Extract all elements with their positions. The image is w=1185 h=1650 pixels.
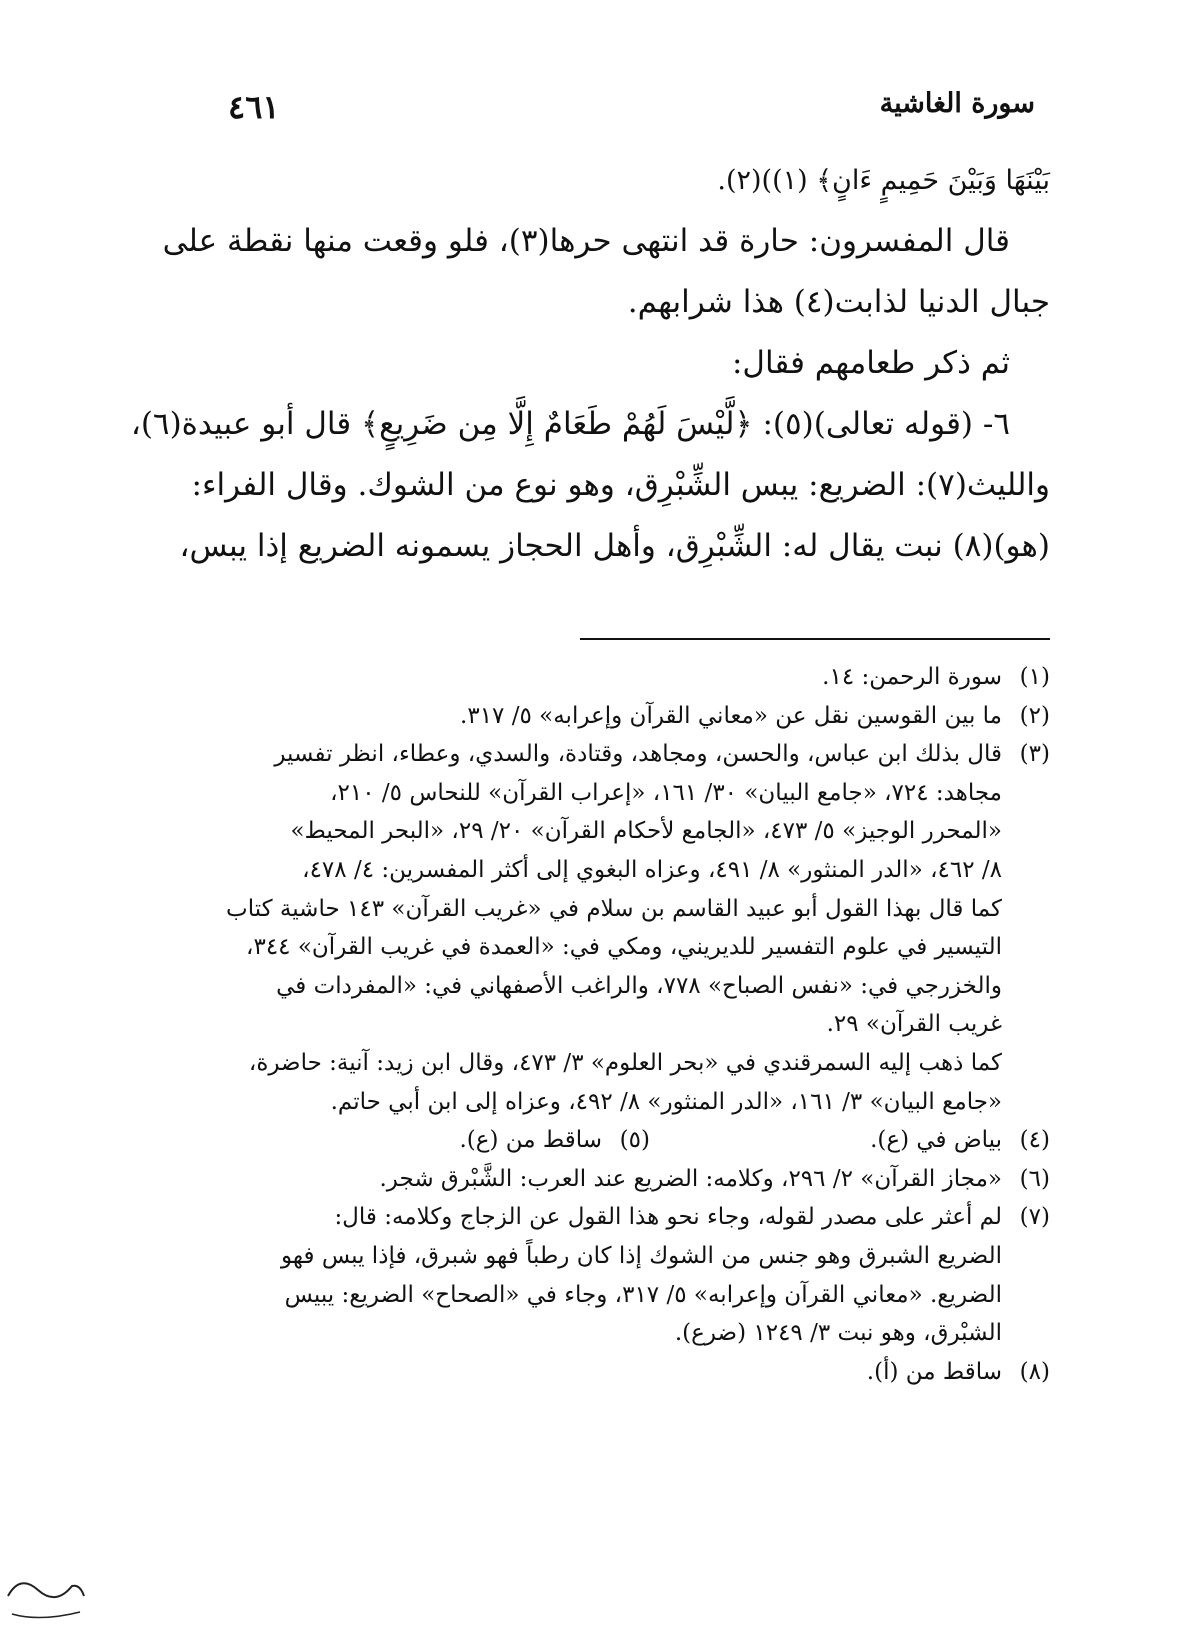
footnote-continuation: التيسير في علوم التفسير للديريني، ومكي في: «العمدة في غريب القرآن» ٣٤٤، bbox=[246, 934, 1002, 961]
footnote-text: سورة الرحمن: ١٤. bbox=[822, 664, 1002, 690]
footnote-separator bbox=[580, 638, 1050, 640]
watermark-logo bbox=[0, 1556, 90, 1636]
footnote-text: «مجاز القرآن» ٢/ ٢٩٦، وكلامه: الضريع عند العرب: الشَّبْرق شجر. bbox=[379, 1165, 1002, 1192]
footnote-number: (٢) bbox=[1019, 702, 1050, 729]
footnote-8 bbox=[130, 1353, 1050, 1392]
footnote-text: بياض في (ع). bbox=[870, 1127, 1002, 1154]
footnote-continuation: كما قال بهذا القول أبو عبيد القاسم بن سلام في «غريب القرآن» ١٤٣ حاشية كتاب bbox=[226, 895, 1002, 922]
footnote-pair-4-5 bbox=[130, 1121, 1050, 1160]
footnote-number: (٤) bbox=[1019, 1127, 1050, 1154]
footnote-continuation: ٨/ ٤٦٢، «الدر المنثور» ٨/ ٤٩١، وعزاه البغوي إلى أكثر المفسرين: ٤/ ٤٧٨، bbox=[302, 856, 1002, 883]
footnote-2 bbox=[130, 697, 1050, 736]
footnotes bbox=[130, 658, 1050, 1391]
body-line: (هو)(٨) نبت يقال له: الشِّبْرِق، وأهل الحجاز يسمونه الضريع إذا يبس، bbox=[179, 528, 1050, 564]
footnote-continuation: كما ذهب إليه السمرقندي في «بحر العلوم» ٣/ ٤٧٣، وقال ابن زيد: آنية: حاضرة، bbox=[248, 1049, 1002, 1076]
footnote-4 bbox=[650, 1121, 1050, 1160]
footnote-number: (٧) bbox=[1019, 1204, 1050, 1231]
footnote-continuation: والخزرجي في: «نفس الصباح» ٧٧٨، والراغب الأصفهاني في: «المفردات في bbox=[276, 972, 1002, 999]
body-line: ٦- (قوله تعالى)(٥): ﴿لَّيْسَ لَهُمْ طَعَامٌ إِلَّا مِن ضَرِيعٍ﴾ قال أبو عبيدة(٦)، bbox=[130, 406, 1010, 442]
footnote-7 bbox=[130, 1198, 1050, 1237]
footnote-5 bbox=[250, 1121, 650, 1160]
footnote-continuation: «جامع البيان» ٣/ ١٦١، «الدر المنثور» ٨/ ٤٩٢، وعزاه إلى ابن أبي حاتم. bbox=[330, 1088, 1002, 1115]
footnote-number: (٦) bbox=[1019, 1165, 1050, 1192]
footnote-continuation: مجاهد: ٧٢٤، «جامع البيان» ٣٠/ ١٦١، «إعراب القرآن» للنحاس ٥/ ٢١٠، bbox=[330, 779, 1002, 806]
footnote-continuation: الشبْرق، وهو نبت ٣/ ١٢٤٩ (ضرع). bbox=[674, 1320, 1002, 1347]
footnote-number: (٣) bbox=[1019, 741, 1050, 768]
footnote-number: (٨) bbox=[1019, 1358, 1050, 1385]
footnote-3 bbox=[130, 735, 1050, 774]
footnote-continuation: «المحرر الوجيز» ٥/ ٤٧٣، «الجامع لأحكام القرآن» ٢٠/ ٢٩، «البحر المحيط» bbox=[290, 818, 1002, 845]
surah-title: سورة الغاشية bbox=[879, 88, 1035, 119]
body-line: والليث(٧): الضريع: يبس الشِّبْرِق، وهو نوع من الشوك. وقال الفراء: bbox=[191, 467, 1050, 503]
footnote-text: ساقط من (أ). bbox=[866, 1358, 1002, 1385]
body-line: بَيْنَهَا وَبَيْنَ حَمِيمٍ ءَانٍ﴾ (١))(٢). bbox=[717, 165, 1050, 196]
footnote-continuation: الضريع الشبرق وهو جنس من الشوك إذا كان رطباً فهو شبرق، فإذا يبس فهو bbox=[281, 1242, 1002, 1269]
footnote-text: لم أعثر على مصدر لقوله، وجاء نحو هذا القول عن الزجاج وكلامه: قال: bbox=[334, 1204, 1002, 1231]
footnote-1 bbox=[130, 658, 1050, 697]
body-line: جبال الدنيا لذابت(٤) هذا شرابهم. bbox=[627, 284, 1050, 320]
footnote-number: (١) bbox=[1019, 664, 1050, 690]
footnote-text: ساقط من (ع). bbox=[459, 1127, 602, 1154]
page-number: ٤٦١ bbox=[228, 88, 280, 126]
footnote-text: قال بذلك ابن عباس، والحسن، ومجاهد، وقتادة، والسدي، وعطاء، انظر تفسير bbox=[274, 741, 1002, 768]
body-line: ثم ذكر طعامهم فقال: bbox=[731, 345, 1010, 381]
footnote-text: ما بين القوسين نقل عن «معاني القرآن وإعرابه» ٥/ ٣١٧. bbox=[460, 702, 1002, 729]
body-line: قال المفسرون: حارة قد انتهى حرها(٣)، فلو وقعت منها نقطة على bbox=[162, 223, 1010, 259]
footnote-continuation: غريب القرآن» ٢٩. bbox=[826, 1011, 1002, 1038]
footnote-6 bbox=[130, 1160, 1050, 1199]
footnote-number: (٥) bbox=[619, 1127, 650, 1154]
main-text bbox=[130, 150, 1050, 577]
footnote-continuation: الضريع. «معاني القرآن وإعرابه» ٥/ ٣١٧، وجاء في «الصحاح» الضريع: يبيس bbox=[284, 1281, 1002, 1308]
